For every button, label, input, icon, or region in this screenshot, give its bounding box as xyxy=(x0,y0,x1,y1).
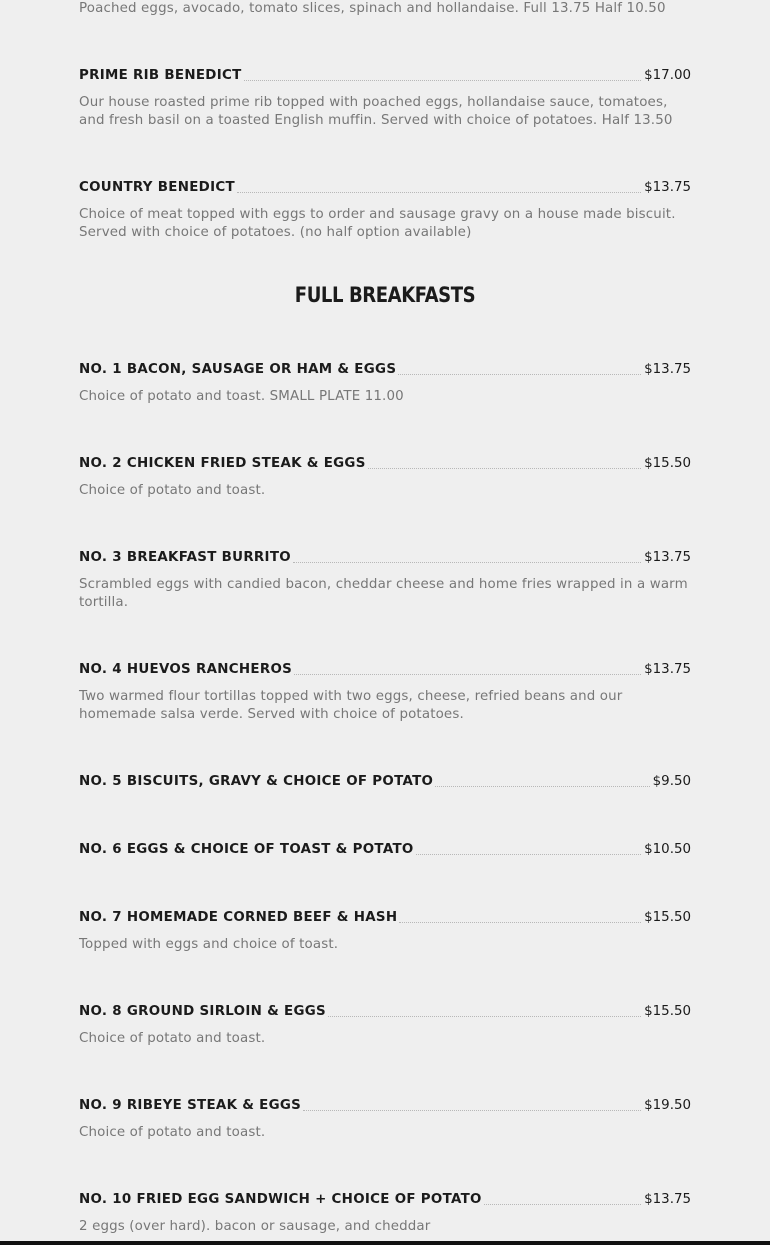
menu-item-description: Choice of potato and toast. xyxy=(79,483,266,498)
dotted-leader xyxy=(328,1016,641,1017)
menu-item-no-9 xyxy=(79,1097,691,1115)
menu-item-price: $10.50 xyxy=(644,842,691,857)
menu-item-name: NO. 5 BISCUITS, GRAVY & CHOICE OF POTATO xyxy=(79,774,434,789)
dotted-leader xyxy=(435,786,649,787)
dotted-leader xyxy=(244,80,642,81)
menu-item-description: Choice of potato and toast. xyxy=(79,1125,266,1140)
menu-item-price: $13.75 xyxy=(644,180,691,195)
dotted-leader xyxy=(484,1204,641,1205)
menu-item-price: $13.75 xyxy=(644,362,691,377)
menu-item-price: $15.50 xyxy=(644,1004,691,1019)
benedict-intro-description: Poached eggs, avocado, tomato slices, spinach and hollandaise. Full 13.75 Half 10.50 xyxy=(79,1,666,16)
menu-item-no-4 xyxy=(79,661,691,679)
menu-item-price: $13.75 xyxy=(644,1192,691,1207)
menu-item-price: $13.75 xyxy=(644,662,691,677)
menu-item-description: Two warmed flour tortillas topped with two eggs, cheese, refried beans and our homemade salsa verde. Served with choice of potatoes. xyxy=(79,689,623,722)
menu-item-no-7 xyxy=(79,909,691,927)
menu-item-name: NO. 9 RIBEYE STEAK & EGGS xyxy=(79,1098,302,1113)
dotted-leader xyxy=(303,1110,641,1111)
dotted-leader xyxy=(399,922,641,923)
menu-item-prime-rib-benedict xyxy=(79,67,691,85)
menu-item-description: Topped with eggs and choice of toast. xyxy=(79,937,339,952)
menu-item-description: Scrambled eggs with candied bacon, cheddar cheese and home fries wrapped in a warm tortilla. xyxy=(79,577,688,610)
menu-item-name: NO. 10 FRIED EGG SANDWICH + CHOICE OF POTATO xyxy=(79,1192,482,1207)
menu-item-name: NO. 1 BACON, SAUSAGE OR HAM & EGGS xyxy=(79,362,397,377)
menu-item-no-10 xyxy=(79,1191,691,1209)
dotted-leader xyxy=(416,854,642,855)
menu-item-no-8 xyxy=(79,1003,691,1021)
menu-item-price: $19.50 xyxy=(644,1098,691,1113)
menu-item-price: $9.50 xyxy=(652,774,691,789)
menu-item-name: NO. 3 BREAKFAST BURRITO xyxy=(79,550,291,565)
menu-item-name: NO. 4 HUEVOS RANCHEROS xyxy=(79,662,293,677)
menu-item-price: $15.50 xyxy=(644,456,691,471)
dotted-leader xyxy=(237,192,641,193)
menu-item-description: Choice of meat topped with eggs to order and sausage gravy on a house made biscuit. Served with choice of potatoes. (no half option available) xyxy=(79,207,676,240)
menu-item-description: 2 eggs (over hard). bacon or sausage, and cheddar xyxy=(79,1219,431,1234)
menu-item-description: Choice of potato and toast. SMALL PLATE 11.00 xyxy=(79,389,404,404)
dotted-leader xyxy=(368,468,641,469)
menu-item-name: NO. 8 GROUND SIRLOIN & EGGS xyxy=(79,1004,327,1019)
menu-item-price: $13.75 xyxy=(644,550,691,565)
menu-item-name: NO. 6 EGGS & CHOICE OF TOAST & POTATO xyxy=(79,842,414,857)
menu-item-name: NO. 7 HOMEMADE CORNED BEEF & HASH xyxy=(79,910,398,925)
menu-item-name: COUNTRY BENEDICT xyxy=(79,180,235,195)
menu-item-name: PRIME RIB BENEDICT xyxy=(79,68,242,83)
menu-item-name: NO. 2 CHICKEN FRIED STEAK & EGGS xyxy=(79,456,366,471)
dotted-leader xyxy=(294,674,641,675)
menu-item-no-6 xyxy=(79,841,691,859)
menu-item-price: $15.50 xyxy=(644,910,691,925)
section-title-full-breakfasts: FULL BREAKFASTS xyxy=(294,283,476,307)
menu-item-no-2 xyxy=(79,455,691,473)
menu-item-no-1 xyxy=(79,361,691,379)
dotted-leader xyxy=(293,562,641,563)
menu-item-price: $17.00 xyxy=(644,68,691,83)
menu-item-description: Choice of potato and toast. xyxy=(79,1031,266,1046)
menu-item-country-benedict xyxy=(79,179,691,197)
menu-item-description: Our house roasted prime rib topped with poached eggs, hollandaise sauce, tomatoes, and fresh basil on a toasted English muffin. Served with choice of potatoes. Half 13.50 xyxy=(79,95,673,128)
bottom-divider xyxy=(0,1241,770,1245)
menu-item-no-3 xyxy=(79,549,691,567)
menu-item-no-5 xyxy=(79,773,691,791)
dotted-leader xyxy=(398,374,641,375)
